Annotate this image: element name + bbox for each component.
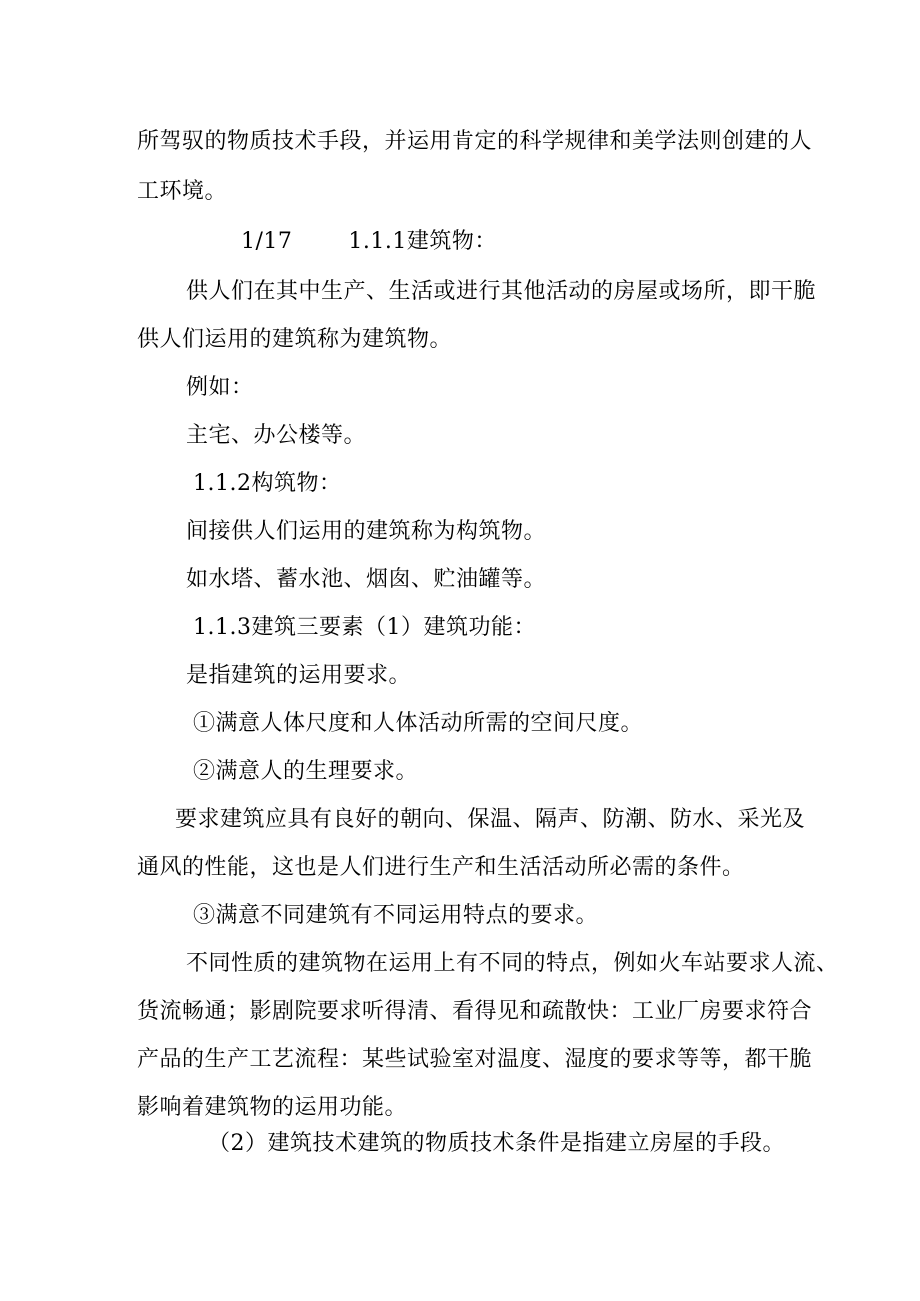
text-line: 货流畅通；影剧院要求听得清、看得见和疏散快：工业厂房要求符合 (137, 999, 813, 1024)
text-line: 供人们在其中生产、生活或进行其他活动的房屋或场所，即干脆 (186, 279, 817, 304)
text-line: 通风的性能，这也是人们进行生产和生活活动所必需的条件。 (137, 855, 745, 880)
section-heading-1-1-2: 1.1.2构筑物： (193, 471, 342, 496)
page-number-row (241, 227, 497, 257)
section-heading-1-1-1: 1.1.1建筑物： (348, 229, 497, 254)
section-heading-1-1-3: 1.1.3建筑三要素（1）建筑功能： (193, 615, 536, 640)
text-line: 工环境。 (137, 179, 228, 204)
list-item: ②满意人的生理要求。 (193, 759, 419, 784)
text-line: 例如： (186, 375, 254, 400)
text-line: 不同性质的建筑物在运用上有不同的特点，例如火车站要求人流、 (186, 951, 839, 976)
section-heading-2: （2）建筑技术建筑的物质技术条件是指建立房屋的手段。 (208, 1131, 785, 1156)
list-item: ③满意不同建筑有不同运用特点的要求。 (193, 903, 599, 928)
text-line: 产品的生产工艺流程：某些试验室对温度、湿度的要求等等，都干脆 (137, 1047, 813, 1072)
text-line: 要求建筑应具有良好的朝向、保温、隔声、防潮、防水、采光及 (175, 807, 806, 832)
text-line: 是指建筑的运用要求。 (186, 663, 412, 688)
list-item: ①满意人体尺度和人体活动所需的空间尺度。 (193, 711, 644, 736)
text-line: 所驾驭的物质技术手段，并运用肯定的科学规律和美学法则创建的人 (137, 129, 813, 154)
text-line: 间接供人们运用的建筑称为构筑物。 (186, 519, 547, 544)
text-line: 主宅、办公楼等。 (186, 423, 367, 448)
text-line: 如水塔、蓄水池、烟囱、贮油罐等。 (186, 567, 547, 592)
text-line: 影响着建筑物的运用功能。 (137, 1095, 408, 1120)
page-number: 1/17 (241, 229, 293, 254)
text-line: 供人们运用的建筑称为建筑物。 (137, 327, 453, 352)
